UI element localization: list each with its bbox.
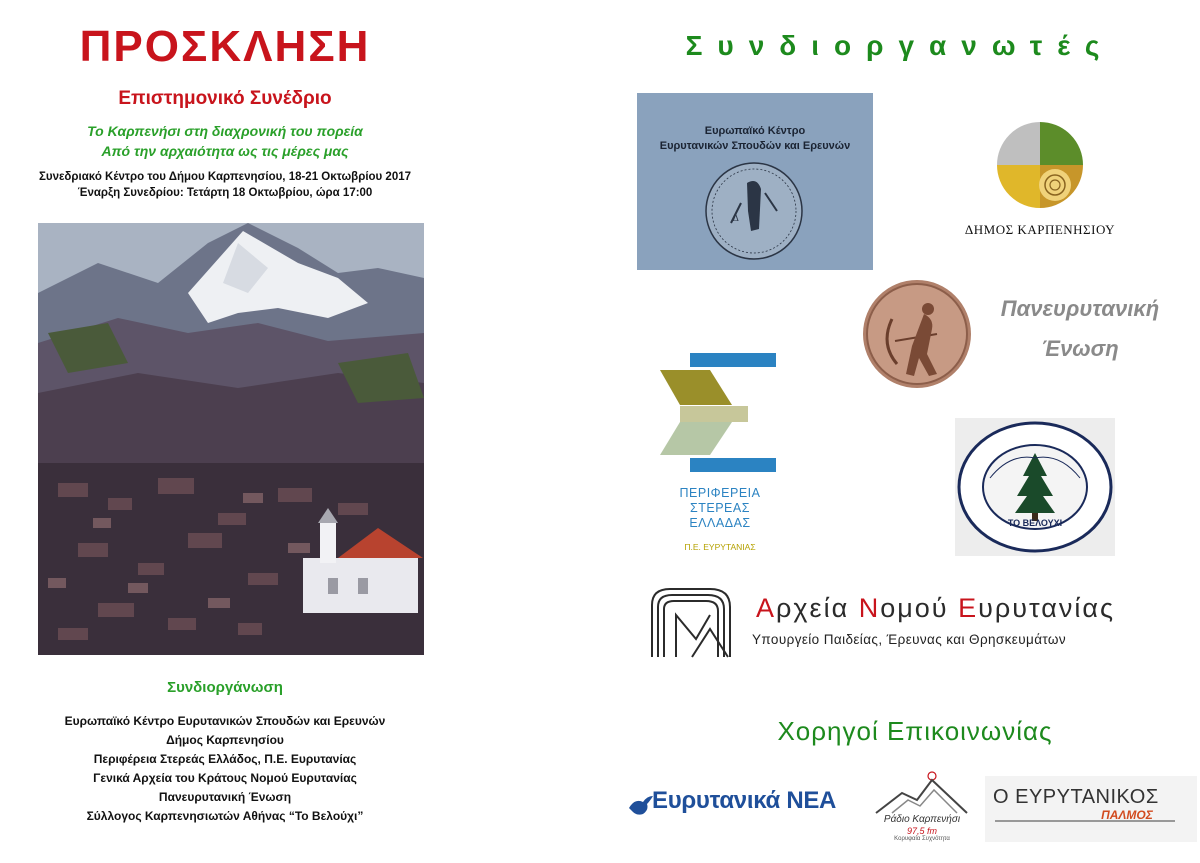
- panevrytaniki-label-1: Πανευρυτανική: [1000, 296, 1160, 321]
- organisers-list: [20, 712, 430, 826]
- theme-line-2: Από την αρχαιότητα ως τις μέρες μας: [101, 143, 349, 159]
- opening-time: Έναρξη Συνεδρίου: Τετάρτη 18 Οκτωβρίου, ώρα 17:00: [77, 187, 373, 199]
- radio-name: Ράδιο Καρπενήσι: [883, 814, 961, 825]
- media-sponsors-heading: Χορηγοί Επικοινωνίας: [777, 716, 1053, 746]
- ekes-coin-icon: [637, 93, 873, 270]
- conference-subtitle: Επιστημονικό Συνέδριο: [118, 88, 332, 109]
- dove-icon: [625, 792, 655, 822]
- archives-mark: [648, 585, 738, 660]
- mountain-antenna-icon: [872, 768, 972, 818]
- perifereia-sub-label: Π.Ε. ΕΥΡΥΤΑΝΙΑΣ: [684, 542, 756, 552]
- ekes-logo: [637, 93, 873, 270]
- sigma-icon: [660, 350, 780, 475]
- dimos-karpenisiou-logo: [995, 120, 1085, 210]
- karpenisi-landscape-image: [38, 223, 424, 655]
- perifereia-label-1: ΠΕΡΙΦΕΡΕΙΑ: [679, 486, 761, 500]
- organisation-heading: Συνδιοργάνωση: [167, 679, 283, 696]
- velouxi-seal: [955, 418, 1115, 556]
- coorganisers-heading: Συνδιοργανωτές: [685, 30, 1115, 61]
- palmos-title: Ο ΕΥΡΥΤΑΝΙΚΟΣ: [993, 786, 1159, 808]
- ekes-logo-line-2: Ευρυτανικών Σπουδών και Ερευνών: [659, 140, 851, 152]
- radio-tagline: Κορυφαία Συχνότητα: [894, 836, 950, 842]
- velouxi-seal-center-text: ΤΟ ΒΕΛΟΥΧΙ: [1007, 518, 1063, 528]
- perifereia-label-2: ΣΤΕΡΕΑΣ: [690, 501, 750, 515]
- invitation-title: ΠΡΟΣΚΛΗΣΗ: [79, 22, 371, 71]
- archives-word-a: ρχεία: [776, 593, 859, 623]
- dimos-label: ΔΗΜΟΣ ΚΑΡΠΕΝΗΣΙΟΥ: [964, 222, 1116, 237]
- organiser-item: Σύλλογος Καρπενησιωτών Αθήνας “Το Βελούχι”: [86, 809, 364, 823]
- dimos-emblem-icon: [995, 120, 1085, 210]
- archives-initial-n: Ν: [858, 593, 881, 623]
- panevrytaniki-seal: [862, 279, 972, 389]
- panevrytaniki-label-2: Ένωση: [1041, 336, 1119, 361]
- svg-text:Δ: Δ: [733, 213, 739, 223]
- theme-line-1: Το Καρπενήσι στη διαχρονική του πορεία: [87, 123, 363, 139]
- archives-title: [756, 593, 1176, 624]
- ekes-logo-line-1: Ευρωπαϊκό Κέντρο: [704, 125, 806, 137]
- organiser-item: Πανευρυτανική Ένωση: [158, 790, 292, 804]
- velouxi-seal-icon: [955, 418, 1115, 556]
- evrytanika-nea-text: Ευρυτανικά ΝΕΑ: [652, 787, 837, 814]
- archer-seal-icon: [862, 279, 972, 389]
- archives-word-e: υρυτανίας: [978, 593, 1115, 623]
- radio-frequency: 97,5 fm: [906, 826, 937, 836]
- perifereia-label-3: ΕΛΛΑΔΑΣ: [689, 516, 751, 530]
- archives-initial-a: Α: [756, 593, 777, 623]
- gak-monogram-icon: [648, 585, 738, 660]
- organiser-item: Δήμος Καρπενησίου: [166, 733, 284, 747]
- perifereia-logo: [660, 350, 780, 475]
- archives-initial-e: Ε: [958, 593, 979, 623]
- archives-word-n: ομού: [880, 593, 959, 623]
- archives-subtitle: Υπουργείο Παιδείας, Έρευνας και Θρησκευμάτων: [752, 632, 1067, 647]
- organiser-item: Γενικά Αρχεία του Κράτους Νομού Ευρυτανίας: [93, 771, 357, 785]
- organiser-item: Ευρωπαϊκό Κέντρο Ευρυτανικών Σπουδών και Ερευνών: [64, 714, 386, 728]
- organiser-item: Περιφέρεια Στερεάς Ελλάδος, Π.Ε. Ευρυτανίας: [93, 752, 357, 766]
- venue-dates: Συνεδριακό Κέντρο του Δήμου Καρπενησίου, 18-21 Οκτωβρίου 2017: [38, 171, 412, 183]
- palmos-subtitle: ΠΑΛΜΟΣ: [1101, 808, 1153, 822]
